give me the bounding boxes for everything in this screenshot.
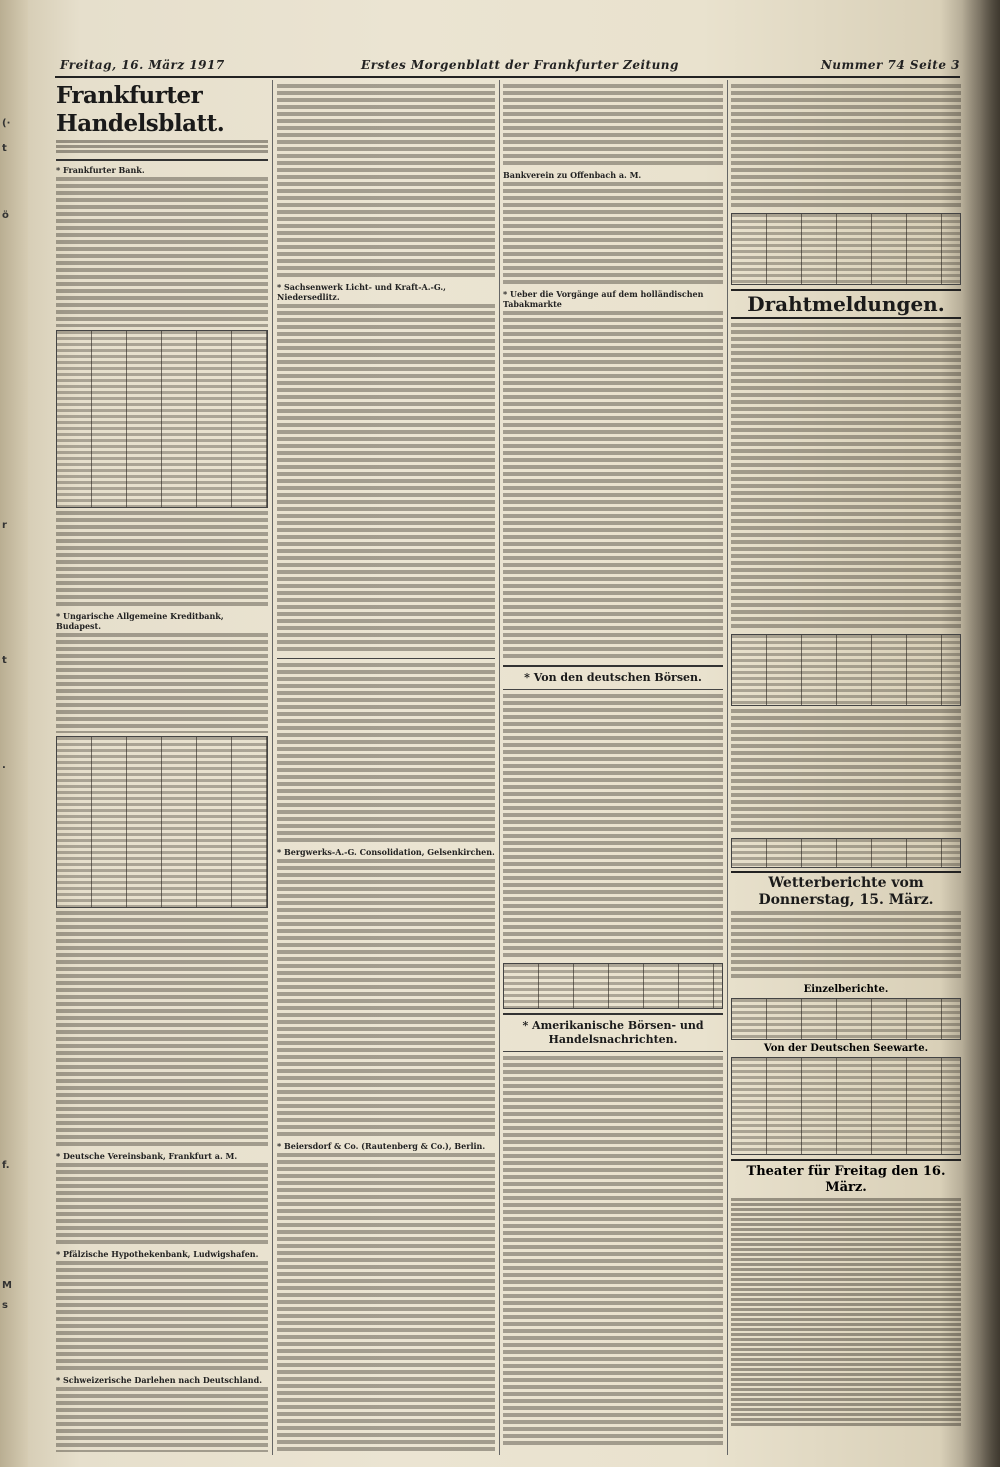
article-text (503, 694, 723, 960)
page-curl-shadow (962, 0, 1000, 1467)
article-text (731, 84, 961, 210)
article-lead: * Bergwerks-A.-G. Consolidation, Gelsenkirchen. (277, 847, 495, 857)
article-lead: * Ueber die Vorgänge auf dem holländischen Tabakmarkte (503, 289, 704, 309)
section-heading: Wetterberichte vom Donnerstag, 15. März. (731, 871, 961, 909)
section-heading: Von der Deutschen Seewarte. (763, 1043, 929, 1054)
article-text (277, 663, 495, 845)
article-text (56, 511, 268, 609)
intro-text-lines (56, 140, 268, 155)
market-table (731, 634, 961, 706)
article-text (731, 1198, 961, 1428)
header-rule (55, 76, 960, 78)
bank-balance-table (56, 736, 268, 908)
column-1 (56, 82, 268, 1452)
article-text (277, 859, 495, 1139)
article-lead: * Sachsenwerk Licht- und Kraft-A.-G., Niedersedlitz. (277, 282, 446, 302)
article-lead: Bankverein zu Offenbach a. M. (503, 170, 642, 180)
section-heading: Einzelberichte. (803, 984, 889, 995)
section-heading: Drahtmeldungen. (731, 289, 961, 319)
column-rule (499, 80, 500, 1455)
article-lead: * Schweizerische Darlehen nach Deutschland. (56, 1375, 262, 1385)
article-text (503, 311, 723, 661)
article-lead: * Deutsche Vereinsbank, Frankfurt a. M. (56, 1151, 238, 1161)
article-text (731, 911, 961, 981)
section-title: Frankfurter Handelsblatt. (56, 82, 225, 137)
section-heading: * Von den deutschen Börsen. (524, 671, 702, 684)
issue-date: Freitag, 16. März 1917 (60, 58, 225, 72)
article-text (503, 84, 723, 168)
article-text (56, 1261, 268, 1373)
column-4 (731, 82, 961, 1452)
article-text (56, 633, 268, 733)
column-rule (727, 80, 728, 1455)
masthead: Erstes Morgenblatt der Frankfurter Zeitung (361, 58, 679, 72)
article-text (56, 1387, 268, 1452)
left-margin-marks: (· t ö r t . f. M s (2, 118, 12, 1311)
article-text (277, 84, 495, 280)
section-heading: * Amerikanische Börsen- und Handelsnachrichten. (522, 1019, 704, 1046)
article-text (56, 177, 268, 327)
article-lead: * Pfälzische Hypothekenbank, Ludwigshafen. (56, 1249, 259, 1259)
column-rule (272, 80, 273, 1455)
market-table (731, 838, 961, 868)
column-3 (503, 82, 723, 1452)
article-text (503, 1056, 723, 1448)
article-text (277, 304, 495, 654)
article-text (731, 323, 961, 631)
market-table (731, 213, 961, 285)
article-text (503, 182, 723, 287)
weather-table (731, 998, 961, 1040)
article-text (56, 911, 268, 1149)
page-number: Nummer 74 Seite 3 (820, 58, 960, 72)
article-lead: * Frankfurter Bank. (56, 165, 145, 175)
article-lead: * Beiersdorf & Co. (Rautenberg & Co.), Berlin. (277, 1141, 486, 1151)
article-lead: * Ungarische Allgemeine Kreditbank, Budapest. (56, 611, 224, 631)
section-heading: Theater für Freitag den 16. März. (731, 1159, 961, 1196)
weather-table (731, 1057, 961, 1155)
article-text (56, 1163, 268, 1247)
bank-balance-table (56, 330, 268, 508)
column-2 (277, 82, 495, 1452)
market-table (503, 963, 723, 1009)
article-text (731, 709, 961, 835)
article-text (277, 1153, 495, 1452)
